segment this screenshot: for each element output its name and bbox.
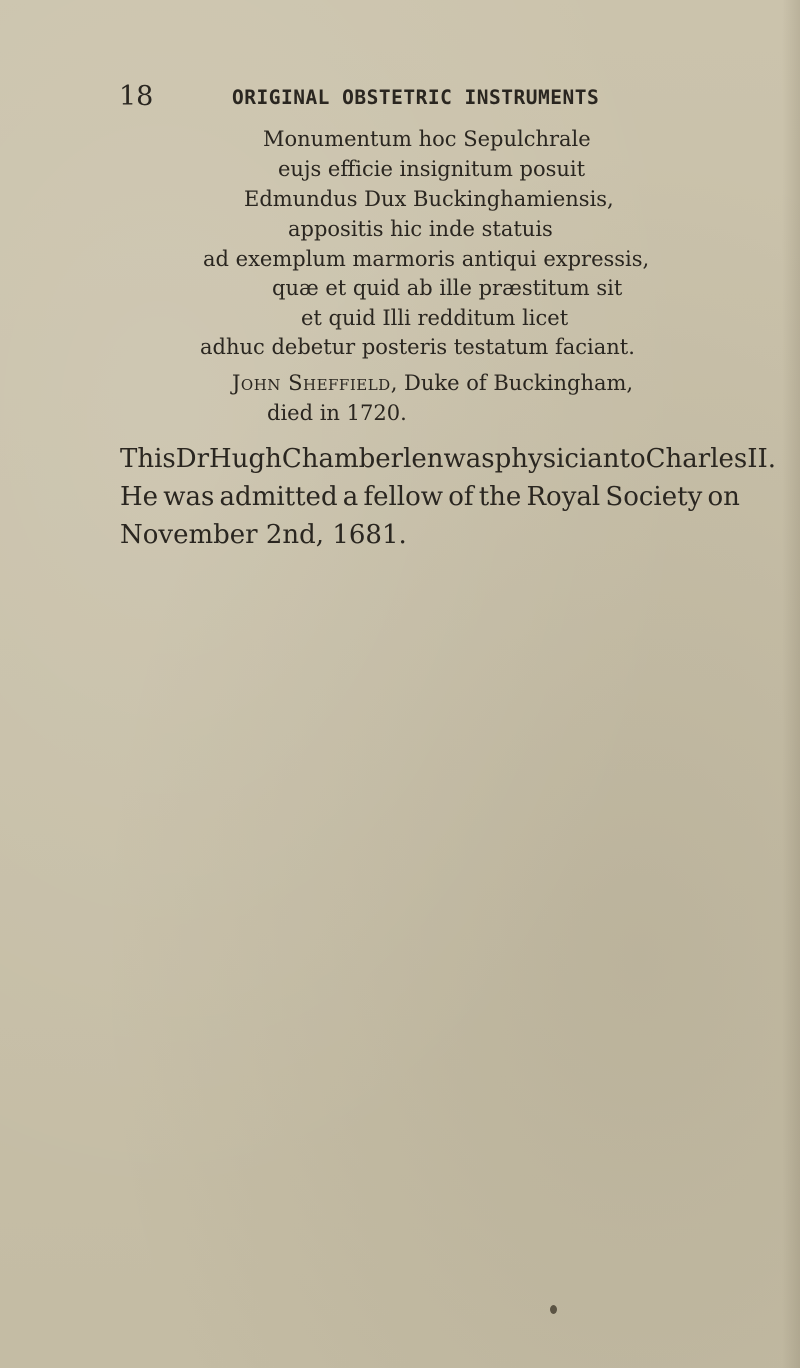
page-edge-shadow (782, 0, 800, 1368)
inscription-line: Edmundus Dux Buckinghamiensis, (244, 187, 614, 211)
attribution-title: , Duke of Buckingham, (390, 371, 634, 395)
inscription-line: quæ et quid ab ille præstitum sit (272, 276, 623, 300)
inscription-line: Monumentum hoc Sepulchrale (263, 127, 591, 151)
body-word: Charles (645, 444, 748, 474)
inscription-line: ad exemplum marmoris antiqui expressis, (203, 247, 650, 271)
inscription-line: adhuc debetur posteris testatum faciant. (200, 335, 635, 359)
body-word: Society (605, 482, 703, 512)
body-word: Chamberlen (281, 444, 444, 474)
inscription-line: appositis hic inde statuis (288, 217, 553, 241)
body-word: This (120, 444, 176, 474)
body-word: to (619, 444, 646, 474)
body-line (120, 478, 740, 516)
body-word: Hugh (209, 444, 282, 474)
attribution-died: died in 1720. (267, 401, 407, 425)
body-word: on (707, 482, 740, 512)
body-word: He (120, 482, 159, 512)
inscription-line: eujs efficie insignitum posuit (278, 157, 586, 181)
body-line (120, 440, 777, 478)
attribution-name: John Sheffield (232, 371, 391, 395)
body-word: Dr (175, 444, 210, 474)
body-word: physician (494, 444, 620, 474)
body-line: November 2nd, 1681. (120, 520, 407, 550)
body-paragraph (120, 440, 777, 554)
running-head: ORIGINAL OBSTETRIC INSTRUMENTS (232, 86, 600, 109)
body-word: II. (747, 444, 777, 474)
page-number: 18 (119, 81, 154, 112)
body-word: of (448, 482, 474, 512)
body-word: Royal (526, 482, 601, 512)
body-word: admitted (219, 482, 338, 512)
body-word: fellow (363, 482, 444, 512)
body-word: the (478, 482, 522, 512)
body-word: a (342, 482, 359, 512)
inscription-line: et quid Illi redditum licet (301, 306, 569, 330)
body-word: was (163, 482, 215, 512)
page-header (0, 80, 800, 114)
paper-blemish (550, 1305, 557, 1314)
body-word: was (443, 444, 495, 474)
attribution-name-line (232, 369, 633, 397)
